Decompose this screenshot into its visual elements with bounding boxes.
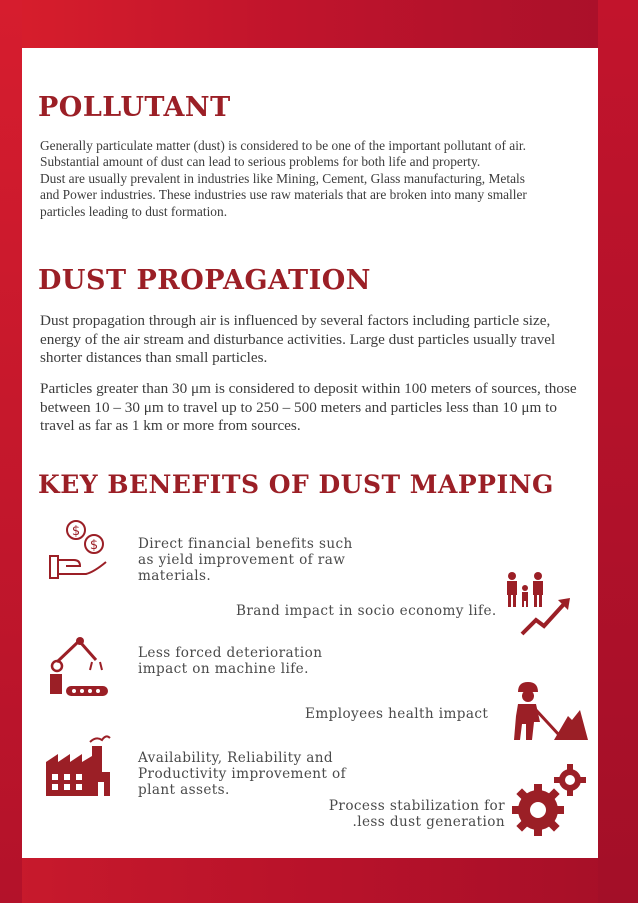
benefit-text-5: Availability, Reliability and Productivity improvement of plant assets.	[138, 750, 347, 798]
propagation-heading: DUST PROPAGATION	[38, 265, 371, 296]
factory-icon	[44, 732, 112, 798]
benefit-text-2: Brand impact in socio economy life.	[236, 603, 497, 619]
benefits-heading: KEY BENEFITS OF DUST MAPPING	[38, 470, 554, 499]
pollutant-heading: POLLUTANT	[38, 92, 231, 123]
svg-text:$: $	[71, 524, 81, 539]
svg-text:$: $	[89, 538, 99, 553]
worker-icon	[510, 676, 590, 742]
benefit-text-3: Less forced deterioration impact on machine life.	[138, 645, 323, 677]
pollutant-paragraph: Generally particulate matter (dust) is considered to be one of the important pollutant of air. Substantial amount of dust can lead to serious problems for both life and property.	[40, 138, 526, 170]
propagation-paragraph-1: Dust propagation through air is influenced by several factors including particle size, energy of the air stream and disturbance activities. Large dust particles usually travel shorter distances than small particles.	[40, 312, 556, 366]
gears-icon	[508, 764, 588, 842]
pollutant-text	[40, 138, 540, 220]
frame-bottom	[0, 858, 638, 903]
propagation-paragraph-2: Particles greater than 30 μm is considered to deposit within 100 meters of sources, those between 10 – 30 μm to travel up to 250 – 500 meters and particles less than 10 μm to travel as far as 1 km or more from sources.	[40, 380, 577, 434]
money-hand-icon	[46, 518, 110, 582]
frame-top	[0, 0, 638, 48]
pollutant-paragraph-2: Dust are usually prevalent in industries like Mining, Cement, Glass manufacturing, Metals and Power industries. These industries use raw materials that are broken into many smaller particles leading to dust formation.	[40, 170, 527, 219]
benefit-text-6: Process stabilization for .less dust generation	[328, 798, 505, 830]
frame-left	[0, 0, 22, 903]
benefit-text-1: Direct financial benefits such as yield improvement of raw materials.	[138, 536, 353, 584]
frame-right	[598, 0, 638, 903]
benefit-text-4: Employees health impact	[305, 706, 489, 722]
robot-arm-icon	[48, 636, 110, 698]
